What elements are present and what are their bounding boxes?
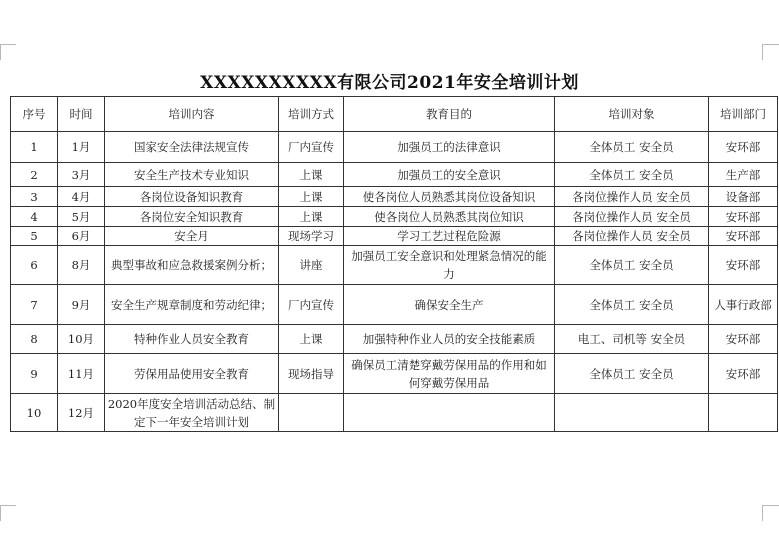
crop-mark-top-right: [762, 44, 763, 60]
table-cell: 10: [11, 394, 58, 432]
table-cell: 5: [11, 227, 58, 246]
table-row: [11, 227, 778, 246]
table-cell: 人事行政部: [709, 285, 778, 325]
table-cell: 加强员工安全意识和处理紧急情况的能力: [344, 246, 555, 285]
header-cell: 时间: [58, 97, 105, 132]
table-cell: 电工、司机等 安全员: [555, 325, 709, 354]
table-cell: 安环部: [709, 207, 778, 227]
header-cell: 培训内容: [105, 97, 279, 132]
table-cell: 安环部: [709, 325, 778, 354]
crop-mark-bottom-left: [0, 505, 16, 506]
table-cell: 上课: [279, 207, 344, 227]
document-title: XXXXXXXXXX有限公司2021年安全培训计划: [200, 73, 579, 93]
table-cell: 现场学习: [279, 227, 344, 246]
table-cell: 确保安全生产: [344, 285, 555, 325]
crop-mark-top-left: [0, 44, 1, 60]
table-cell: 各岗位设备知识教育: [105, 187, 279, 207]
table-row: [11, 394, 778, 432]
table-cell: 11月: [58, 354, 105, 394]
table-cell: 3: [11, 187, 58, 207]
table-cell: 8月: [58, 246, 105, 285]
table-cell: 6: [11, 246, 58, 285]
table-cell: 全体员工 安全员: [555, 285, 709, 325]
table-row: [11, 163, 778, 187]
header-cell: 培训方式: [279, 97, 344, 132]
table-cell: 加强员工的安全意识: [344, 163, 555, 187]
table-cell: 国家安全法律法规宣传: [105, 132, 279, 163]
table-cell: 现场指导: [279, 354, 344, 394]
table-cell: 加强员工的法律意识: [344, 132, 555, 163]
table-row: [11, 285, 778, 325]
table-cell: 厂内宣传: [279, 132, 344, 163]
table-row: [11, 187, 778, 207]
table-cell: 3月: [58, 163, 105, 187]
table-cell: 各岗位操作人员 安全员: [555, 187, 709, 207]
table-cell: 劳保用品使用安全教育: [105, 354, 279, 394]
table-cell: 加强特种作业人员的安全技能素质: [344, 325, 555, 354]
table-cell: 厂内宣传: [279, 285, 344, 325]
table-cell: 讲座: [279, 246, 344, 285]
table-cell: 全体员工 安全员: [555, 132, 709, 163]
table-cell: 使各岗位人员熟悉其岗位知识: [344, 207, 555, 227]
table-cell: 5月: [58, 207, 105, 227]
table-cell: 2020年度安全培训活动总结、制定下一年安全培训计划: [105, 394, 279, 432]
table-cell: 安全生产规章制度和劳动纪律；: [105, 285, 279, 325]
training-plan-table: [10, 96, 778, 432]
table-cell: 生产部: [709, 163, 778, 187]
table-cell: 上课: [279, 187, 344, 207]
table-row: [11, 354, 778, 394]
table-cell: 各岗位安全知识教育: [105, 207, 279, 227]
table-row: [11, 246, 778, 285]
table-cell: 安环部: [709, 132, 778, 163]
crop-mark-bottom-right: [762, 505, 763, 521]
table-cell: [555, 394, 709, 432]
table-cell: 12月: [58, 394, 105, 432]
table-cell: 7: [11, 285, 58, 325]
table-cell: 安全生产技术专业知识: [105, 163, 279, 187]
table-cell: 全体员工 安全员: [555, 163, 709, 187]
header-cell: 教育目的: [344, 97, 555, 132]
table-cell: [279, 394, 344, 432]
table-cell: 4月: [58, 187, 105, 207]
table-cell: 1: [11, 132, 58, 163]
table-cell: 8: [11, 325, 58, 354]
table-cell: [709, 394, 778, 432]
table-cell: 安环部: [709, 354, 778, 394]
table-cell: 全体员工 安全员: [555, 246, 709, 285]
table-cell: 2: [11, 163, 58, 187]
table-cell: 4: [11, 207, 58, 227]
header-cell: 培训部门: [709, 97, 778, 132]
table-cell: 全体员工 安全员: [555, 354, 709, 394]
header-cell: 序号: [11, 97, 58, 132]
header-cell: 培训对象: [555, 97, 709, 132]
crop-mark-bottom-right: [762, 505, 779, 506]
crop-mark-top-right: [762, 44, 779, 45]
table-cell: 安全月: [105, 227, 279, 246]
table-cell: 特种作业人员安全教育: [105, 325, 279, 354]
table-cell: [344, 394, 555, 432]
crop-mark-top-left: [0, 44, 16, 45]
table-cell: 1月: [58, 132, 105, 163]
table-cell: 使各岗位人员熟悉其岗位设备知识: [344, 187, 555, 207]
table-cell: 上课: [279, 325, 344, 354]
table-cell: 9月: [58, 285, 105, 325]
table-cell: 各岗位操作人员 安全员: [555, 207, 709, 227]
table-cell: 设备部: [709, 187, 778, 207]
table-cell: 确保员工清楚穿戴劳保用品的作用和如何穿戴劳保用品: [344, 354, 555, 394]
table-cell: 9: [11, 354, 58, 394]
table-cell: 安环部: [709, 246, 778, 285]
table-row: [11, 132, 778, 163]
table-cell: 典型事故和应急救援案例分析；: [105, 246, 279, 285]
table-cell: 上课: [279, 163, 344, 187]
table-cell: 6月: [58, 227, 105, 246]
crop-mark-bottom-left: [0, 505, 1, 521]
table-row: [11, 207, 778, 227]
table-cell: 各岗位操作人员 安全员: [555, 227, 709, 246]
table-cell: 10月: [58, 325, 105, 354]
table-row: [11, 325, 778, 354]
table-cell: 安环部: [709, 227, 778, 246]
table-cell: 学习工艺过程危险源: [344, 227, 555, 246]
table-header-row: [11, 97, 778, 132]
